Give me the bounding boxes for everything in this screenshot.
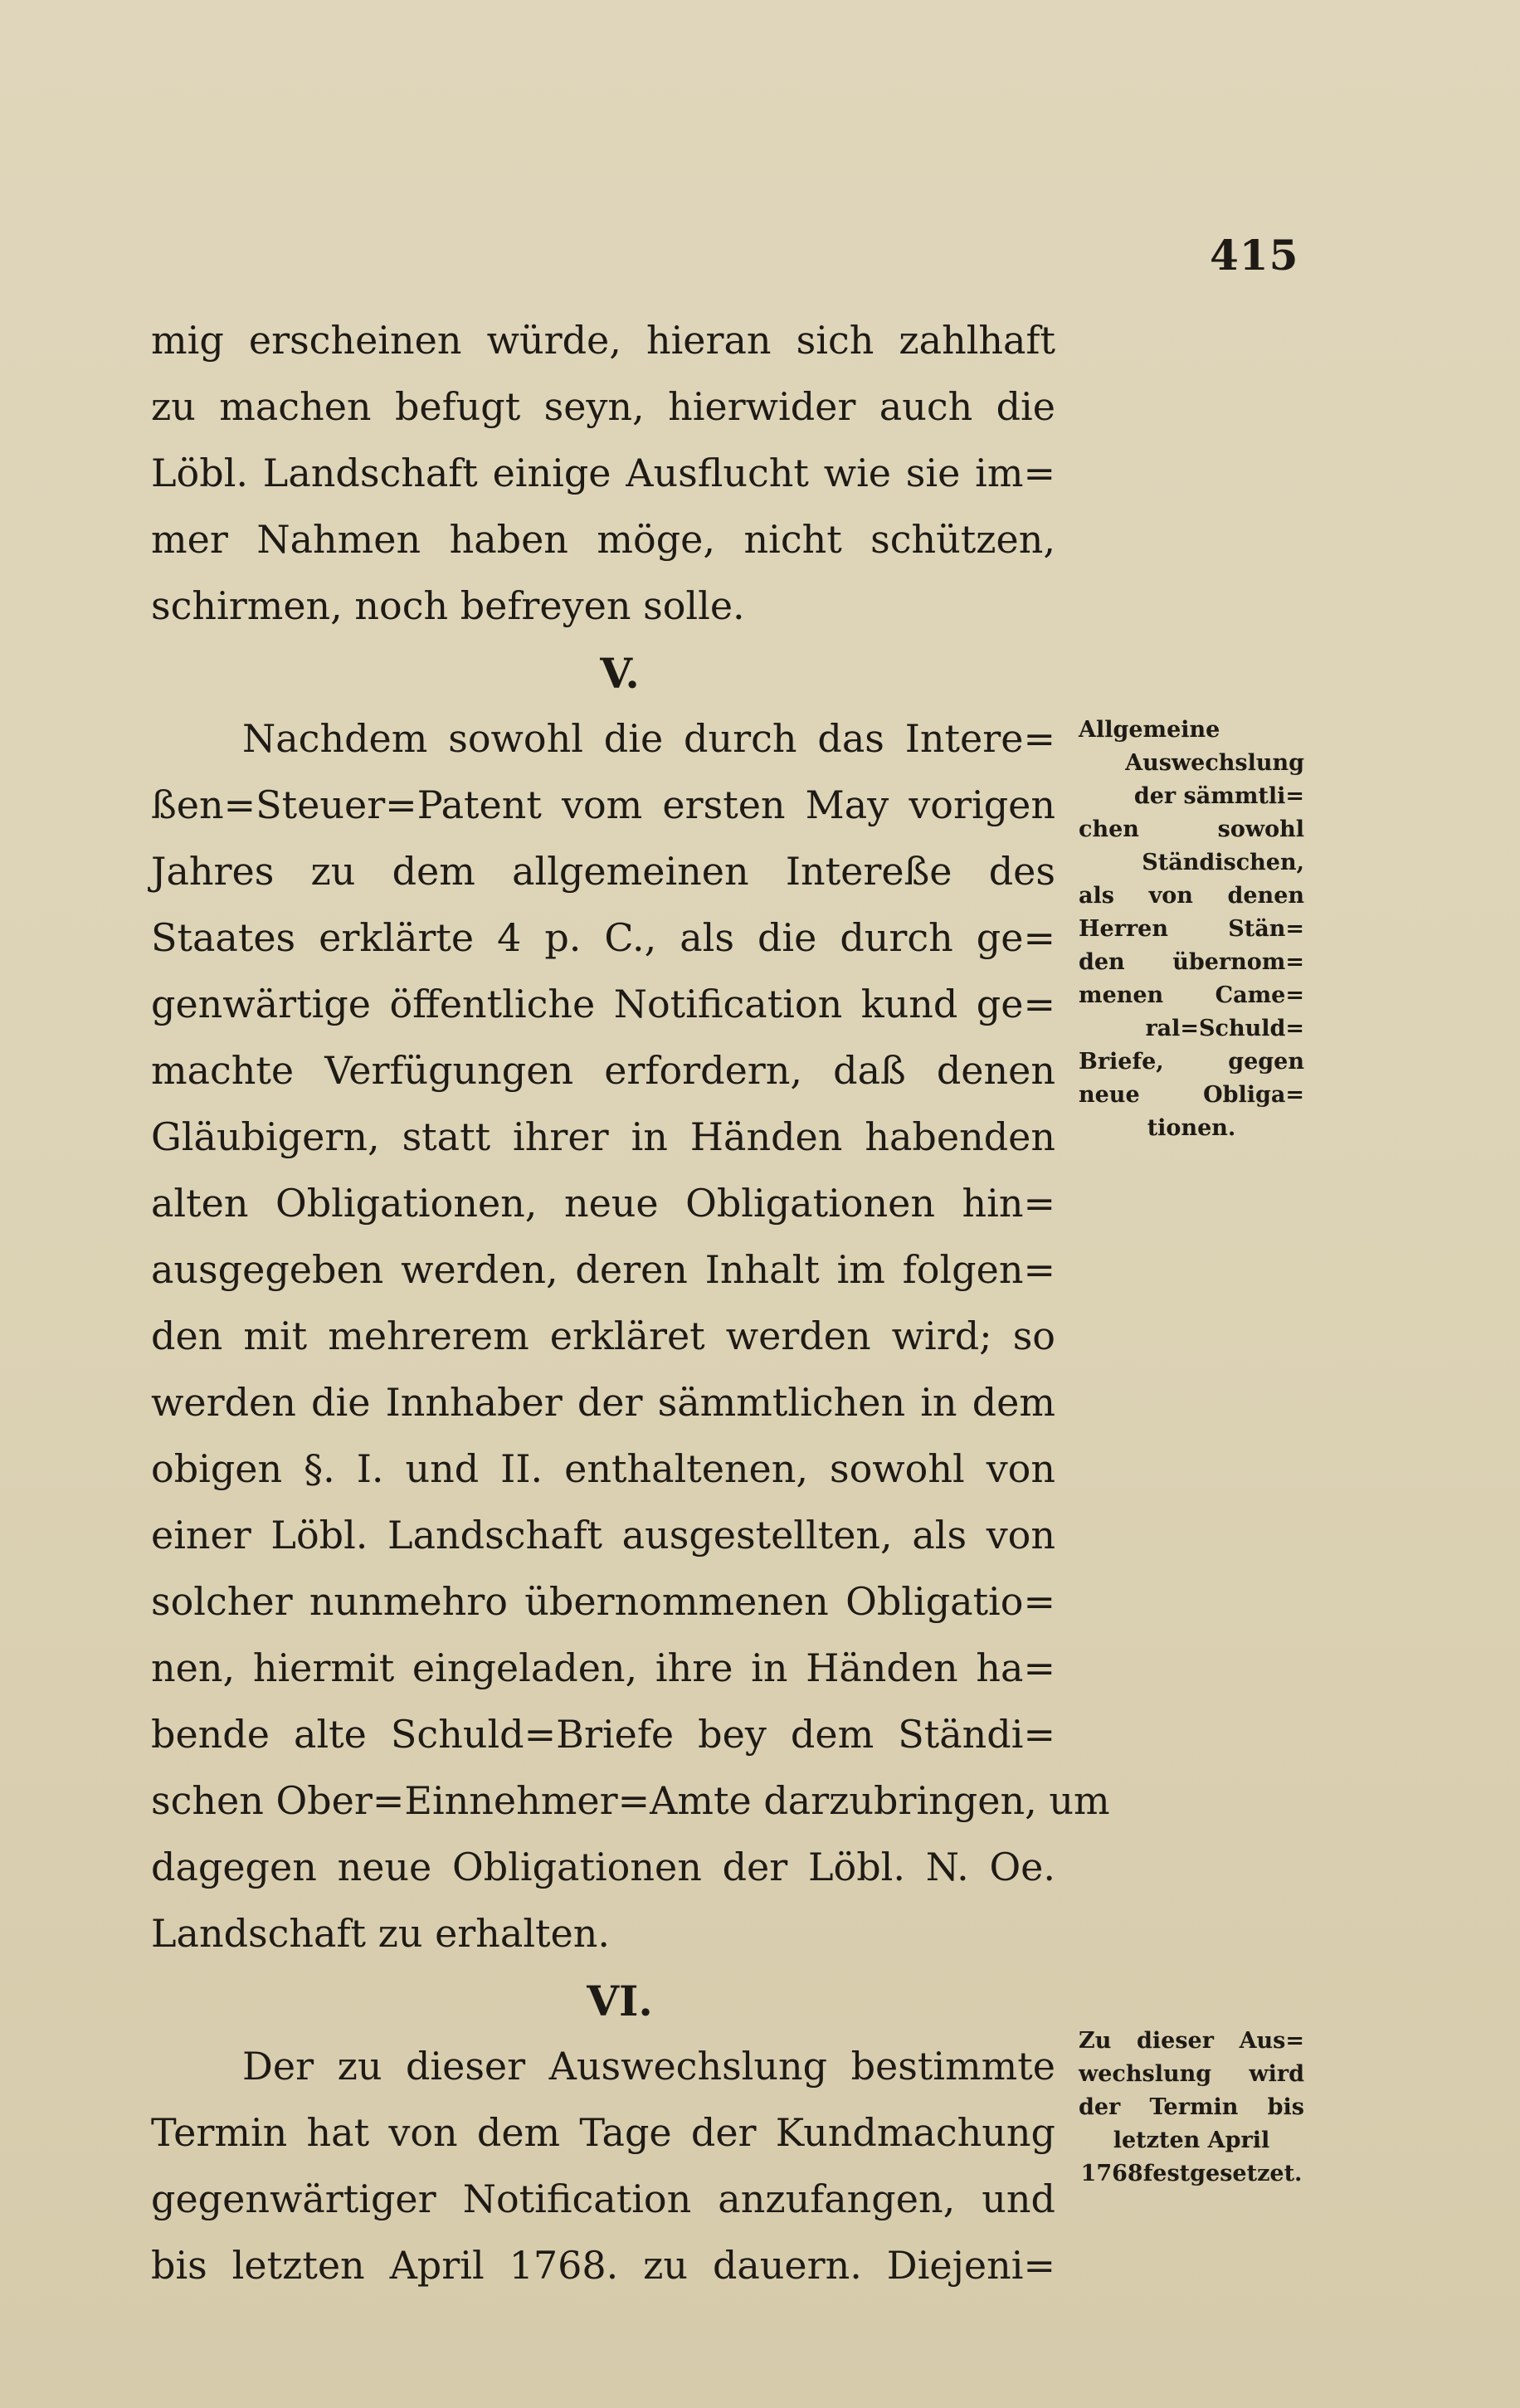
- body-line: zu machen befugt seyn, hierwider auch die: [151, 384, 1055, 429]
- margin-note-line: wechslung wird: [1079, 2061, 1304, 2087]
- margin-note-line: 1768festgesetzet.: [1080, 2161, 1303, 2186]
- margin-note-line: der sämmtli=: [1133, 783, 1304, 809]
- margin-note-line: Zu dieser Aus=: [1079, 2028, 1304, 2054]
- body-line: machte Verfügungen erfordern, daß denen: [151, 1048, 1055, 1093]
- margin-note-line: neue Obliga=: [1079, 1082, 1304, 1108]
- body-line: mer Nahmen haben möge, nicht schützen,: [151, 517, 1055, 562]
- section-heading-vi: VI.: [587, 1977, 653, 2025]
- body-line: dagegen neue Obligationen der Löbl. N. Oe.: [151, 1845, 1055, 1889]
- body-line: Jahres zu dem allgemeinen Intereße des: [151, 849, 1055, 894]
- body-line: alten Obligationen, neue Obligationen hin=: [151, 1181, 1055, 1226]
- body-line: schen Ober=Einnehmer=Amte darzubringen, um: [151, 1778, 1110, 1823]
- body-line: Gläubigern, statt ihrer in Händen habenden: [151, 1114, 1055, 1159]
- margin-note-line: ral=Schuld=: [1145, 1016, 1304, 1041]
- margin-note-line: Briefe, gegen: [1079, 1049, 1304, 1075]
- margin-note-line: den übernom=: [1079, 949, 1304, 975]
- margin-note-line: als von denen: [1079, 883, 1304, 909]
- body-line: schirmen, noch befreyen solle.: [151, 583, 745, 628]
- body-line: genwärtige öffentliche Notification kund ge=: [151, 982, 1055, 1026]
- body-line: solcher nunmehro übernommenen Obligatio=: [151, 1579, 1055, 1624]
- body-line: Landschaft zu erhalten.: [151, 1911, 611, 1956]
- body-line: werden die Innhaber der sämmtlichen in dem: [151, 1380, 1055, 1425]
- margin-note-line: Ständischen,: [1142, 850, 1304, 875]
- body-line: nen, hiermit eingeladen, ihre in Händen ha=: [151, 1645, 1055, 1690]
- margin-note-exchange: [1079, 714, 1304, 1145]
- body-line: ausgegeben werden, deren Inhalt im folgen=: [151, 1247, 1055, 1292]
- margin-note-line: tionen.: [1147, 1115, 1236, 1141]
- body-line: Staates erklärte 4 p. C., als die durch ge=: [151, 915, 1055, 960]
- body-text: [151, 307, 1110, 2298]
- margin-note-term: [1079, 2025, 1304, 2191]
- margin-note-line: menen Came=: [1079, 982, 1304, 1008]
- body-line: Termin hat von dem Tage der Kundmachung: [151, 2110, 1055, 2155]
- margin-note-line: der Termin bis: [1079, 2094, 1304, 2120]
- body-line: den mit mehrerem erkläret werden wird; so: [151, 1314, 1055, 1358]
- body-line: Löbl. Landschaft einige Ausflucht wie sie im=: [151, 451, 1055, 495]
- body-line: ßen=Steuer=Patent vom ersten May vorigen: [151, 782, 1055, 827]
- margin-note-line: Herren Stän=: [1079, 916, 1304, 942]
- margin-note-line: chen sowohl: [1079, 816, 1304, 842]
- section-heading-v: V.: [600, 649, 640, 698]
- page-number: 415: [1210, 231, 1299, 280]
- margin-note-line: Allgemeine: [1079, 717, 1220, 743]
- body-line: obigen §. I. und II. enthaltenen, sowohl von: [151, 1446, 1055, 1491]
- body-line: Der zu dieser Auswechslung bestimmte: [242, 2044, 1055, 2089]
- body-line: bis letzten April 1768. zu dauern. Diejeni=: [151, 2243, 1055, 2288]
- body-line: bende alte Schuld=Briefe bey dem Ständi=: [151, 1712, 1055, 1757]
- body-line: Nachdem sowohl die durch das Intere=: [242, 716, 1055, 761]
- body-line: gegenwärtiger Notification anzufangen, und: [151, 2176, 1055, 2221]
- margin-note-line: Auswechslung: [1125, 750, 1304, 776]
- body-line: mig erscheinen würde, hieran sich zahlhaft: [151, 318, 1055, 363]
- body-line: einer Löbl. Landschaft ausgestellten, als von: [151, 1513, 1055, 1557]
- margin-note-line: letzten April: [1113, 2128, 1270, 2153]
